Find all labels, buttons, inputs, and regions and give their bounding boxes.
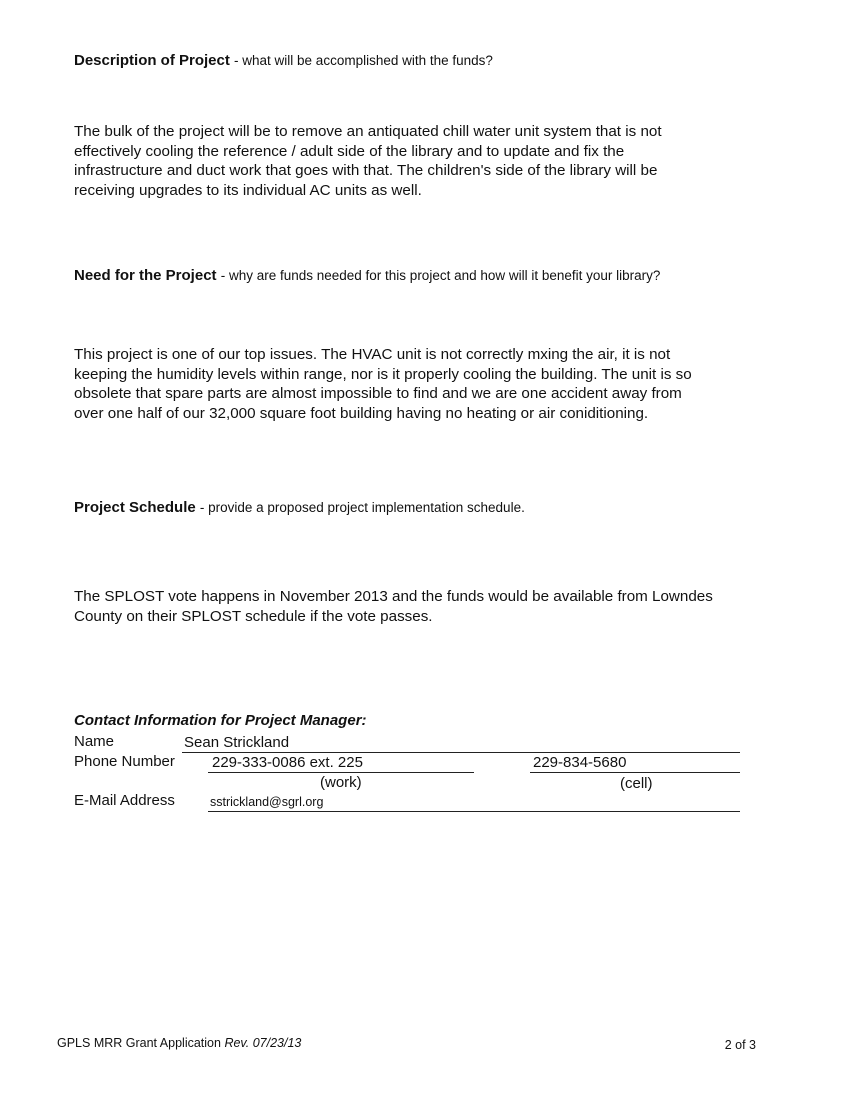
cell-phone-line [530, 772, 740, 773]
footer-form-name [57, 1036, 301, 1050]
need-heading [74, 267, 660, 284]
description-title: Description of Project [74, 52, 230, 69]
footer-revision: Rev. 07/23/13 [224, 1036, 302, 1050]
email-line [208, 811, 740, 812]
cell-label: (cell) [620, 775, 653, 792]
schedule-heading [74, 499, 525, 516]
work-label: (work) [320, 774, 362, 791]
need-body: This project is one of our top issues. The HVAC unit is not correctly mxing the air, it is not keeping the humidity levels within range, nor is it properly cooling the building. The unit is so obsolete that spare parts are almost impossible to find and we are one accident away from over one half of our 32,000 square foot building having no heating or air coniditioning. [74, 346, 692, 422]
description-body: The bulk of the project will be to remove an antiquated chill water unit system that is not effectively cooling the reference / adult side of the library and to update and fix the infrastructure and duct work that goes with that. The children's side of the library will be receiving upgrades to its individual AC units as well. [74, 123, 662, 199]
footer-page-number: 2 of 3 [724, 1038, 756, 1052]
name-value: Sean Strickland [184, 734, 290, 751]
schedule-title: Project Schedule [74, 499, 196, 516]
schedule-subtitle: - provide a proposed project implementation schedule. [199, 500, 525, 515]
need-subtitle: - why are funds needed for this project and how will it benefit your library? [220, 268, 661, 283]
description-subtitle: - what will be accomplished with the funds? [234, 53, 493, 68]
schedule-body: The SPLOST vote happens in November 2013 and the funds would be available from Lowndes County on their SPLOST schedule if the vote passes. [74, 588, 713, 625]
name-line [182, 752, 740, 753]
work-phone-line [208, 772, 474, 773]
email-label: E-Mail Address [74, 792, 175, 809]
name-label: Name [74, 733, 115, 750]
need-title: Need for the Project [74, 267, 217, 284]
contact-title: Contact Information for Project Manager: [74, 712, 367, 729]
email-value: sstrickland@sgrl.org [210, 795, 324, 809]
work-phone-value: 229-333-0086 ext. 225 [212, 754, 363, 771]
footer-form-title: GPLS MRR Grant Application [57, 1036, 221, 1050]
phone-label: Phone Number [74, 753, 175, 770]
cell-phone-value: 229-834-5680 [533, 754, 627, 771]
description-heading [74, 52, 493, 69]
